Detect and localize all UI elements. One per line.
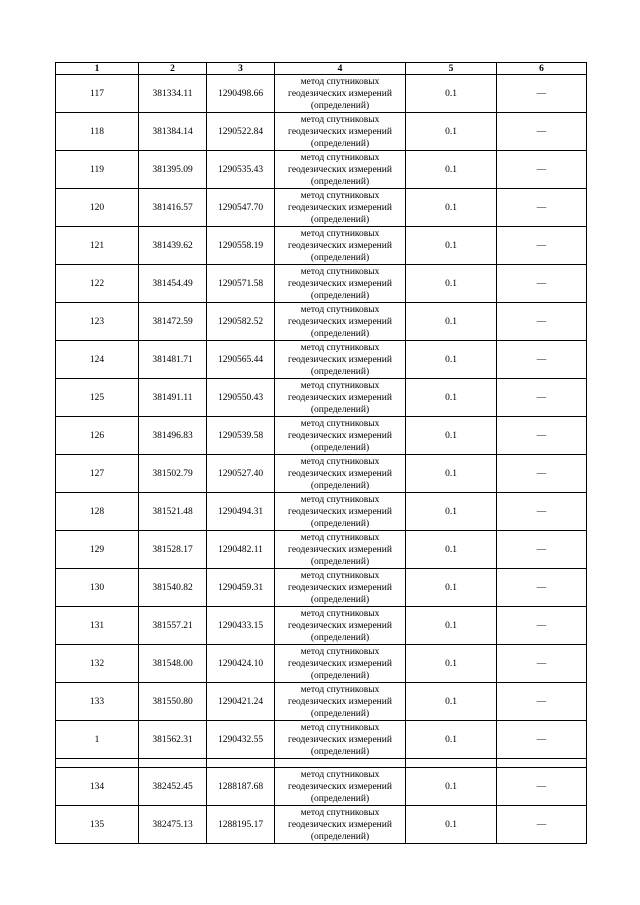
accuracy-cell: 0.1	[406, 531, 497, 569]
method-cell: метод спутниковых геодезических измерений (определений)	[275, 683, 406, 721]
point-number-cell: 119	[56, 151, 139, 189]
dash-cell: —	[497, 493, 587, 531]
table-row	[56, 417, 587, 455]
accuracy-cell: 0.1	[406, 303, 497, 341]
table-row	[56, 569, 587, 607]
x-coordinate-cell: 382452.45	[139, 768, 207, 806]
dash-cell: —	[497, 607, 587, 645]
accuracy-cell: 0.1	[406, 569, 497, 607]
accuracy-cell: 0.1	[406, 721, 497, 759]
table-row	[56, 768, 587, 806]
y-coordinate-cell: 1290482.11	[207, 531, 275, 569]
table-row	[56, 531, 587, 569]
header-row	[56, 63, 587, 75]
method-cell: метод спутниковых геодезических измерений (определений)	[275, 417, 406, 455]
y-coordinate-cell: 1290424.10	[207, 645, 275, 683]
x-coordinate-cell: 381528.17	[139, 531, 207, 569]
table-row	[56, 379, 587, 417]
y-coordinate-cell: 1290565.44	[207, 341, 275, 379]
dash-cell: —	[497, 683, 587, 721]
header-cell-5: 5	[406, 63, 497, 75]
point-number-cell: 121	[56, 227, 139, 265]
x-coordinate-cell: 381454.49	[139, 265, 207, 303]
point-number-cell: 120	[56, 189, 139, 227]
method-cell: метод спутниковых геодезических измерений (определений)	[275, 151, 406, 189]
point-number-cell: 127	[56, 455, 139, 493]
empty-cell	[406, 759, 497, 768]
x-coordinate-cell: 381472.59	[139, 303, 207, 341]
point-number-cell: 133	[56, 683, 139, 721]
x-coordinate-cell: 381550.80	[139, 683, 207, 721]
dash-cell: —	[497, 75, 587, 113]
x-coordinate-cell: 381502.79	[139, 455, 207, 493]
x-coordinate-cell: 381540.82	[139, 569, 207, 607]
dash-cell: —	[497, 768, 587, 806]
x-coordinate-cell: 381562.31	[139, 721, 207, 759]
point-number-cell: 135	[56, 806, 139, 844]
accuracy-cell: 0.1	[406, 493, 497, 531]
table-row	[56, 721, 587, 759]
x-coordinate-cell: 381557.21	[139, 607, 207, 645]
header-cell-4: 4	[275, 63, 406, 75]
table-row	[56, 75, 587, 113]
y-coordinate-cell: 1290522.84	[207, 113, 275, 151]
x-coordinate-cell: 381491.11	[139, 379, 207, 417]
table-row	[56, 645, 587, 683]
table-row	[56, 151, 587, 189]
y-coordinate-cell: 1290432.55	[207, 721, 275, 759]
accuracy-cell: 0.1	[406, 341, 497, 379]
accuracy-cell: 0.1	[406, 379, 497, 417]
method-cell: метод спутниковых геодезических измерений (определений)	[275, 341, 406, 379]
y-coordinate-cell: 1290539.58	[207, 417, 275, 455]
x-coordinate-cell: 381521.48	[139, 493, 207, 531]
y-coordinate-cell: 1290459.31	[207, 569, 275, 607]
accuracy-cell: 0.1	[406, 265, 497, 303]
point-number-cell: 131	[56, 607, 139, 645]
gap-row	[56, 759, 587, 768]
table-body	[56, 75, 587, 844]
dash-cell: —	[497, 189, 587, 227]
x-coordinate-cell: 381548.00	[139, 645, 207, 683]
x-coordinate-cell: 381395.09	[139, 151, 207, 189]
point-number-cell: 128	[56, 493, 139, 531]
y-coordinate-cell: 1290535.43	[207, 151, 275, 189]
y-coordinate-cell: 1288195.17	[207, 806, 275, 844]
dash-cell: —	[497, 113, 587, 151]
empty-cell	[275, 759, 406, 768]
dash-cell: —	[497, 531, 587, 569]
method-cell: метод спутниковых геодезических измерений (определений)	[275, 721, 406, 759]
empty-cell	[497, 759, 587, 768]
accuracy-cell: 0.1	[406, 227, 497, 265]
accuracy-cell: 0.1	[406, 151, 497, 189]
dash-cell: —	[497, 417, 587, 455]
accuracy-cell: 0.1	[406, 768, 497, 806]
dash-cell: —	[497, 645, 587, 683]
y-coordinate-cell: 1290550.43	[207, 379, 275, 417]
dash-cell: —	[497, 455, 587, 493]
table-row	[56, 189, 587, 227]
method-cell: метод спутниковых геодезических измерений (определений)	[275, 379, 406, 417]
method-cell: метод спутниковых геодезических измерений (определений)	[275, 227, 406, 265]
header-cell-3: 3	[207, 63, 275, 75]
point-number-cell: 134	[56, 768, 139, 806]
dash-cell: —	[497, 303, 587, 341]
header-cell-6: 6	[497, 63, 587, 75]
y-coordinate-cell: 1288187.68	[207, 768, 275, 806]
header-cell-2: 2	[139, 63, 207, 75]
empty-cell	[56, 759, 139, 768]
table-row	[56, 493, 587, 531]
y-coordinate-cell: 1290527.40	[207, 455, 275, 493]
y-coordinate-cell: 1290433.15	[207, 607, 275, 645]
x-coordinate-cell: 381416.57	[139, 189, 207, 227]
point-number-cell: 118	[56, 113, 139, 151]
y-coordinate-cell: 1290558.19	[207, 227, 275, 265]
method-cell: метод спутниковых геодезических измерений (определений)	[275, 75, 406, 113]
x-coordinate-cell: 381384.14	[139, 113, 207, 151]
coordinates-table	[55, 62, 587, 844]
y-coordinate-cell: 1290571.58	[207, 265, 275, 303]
method-cell: метод спутниковых геодезических измерений (определений)	[275, 265, 406, 303]
accuracy-cell: 0.1	[406, 189, 497, 227]
dash-cell: —	[497, 721, 587, 759]
dash-cell: —	[497, 265, 587, 303]
dash-cell: —	[497, 151, 587, 189]
accuracy-cell: 0.1	[406, 806, 497, 844]
y-coordinate-cell: 1290421.24	[207, 683, 275, 721]
dash-cell: —	[497, 227, 587, 265]
method-cell: метод спутниковых геодезических измерений (определений)	[275, 455, 406, 493]
table-row	[56, 806, 587, 844]
point-number-cell: 1	[56, 721, 139, 759]
method-cell: метод спутниковых геодезических измерений (определений)	[275, 607, 406, 645]
accuracy-cell: 0.1	[406, 683, 497, 721]
accuracy-cell: 0.1	[406, 417, 497, 455]
method-cell: метод спутниковых геодезических измерений (определений)	[275, 113, 406, 151]
point-number-cell: 126	[56, 417, 139, 455]
point-number-cell: 123	[56, 303, 139, 341]
table-row	[56, 455, 587, 493]
table-row	[56, 341, 587, 379]
y-coordinate-cell: 1290498.66	[207, 75, 275, 113]
y-coordinate-cell: 1290494.31	[207, 493, 275, 531]
empty-cell	[207, 759, 275, 768]
point-number-cell: 125	[56, 379, 139, 417]
table-row	[56, 607, 587, 645]
method-cell: метод спутниковых геодезических измерений (определений)	[275, 303, 406, 341]
empty-cell	[139, 759, 207, 768]
method-cell: метод спутниковых геодезических измерений (определений)	[275, 768, 406, 806]
x-coordinate-cell: 381496.83	[139, 417, 207, 455]
method-cell: метод спутниковых геодезических измерений (определений)	[275, 645, 406, 683]
method-cell: метод спутниковых геодезических измерений (определений)	[275, 531, 406, 569]
dash-cell: —	[497, 806, 587, 844]
point-number-cell: 122	[56, 265, 139, 303]
method-cell: метод спутниковых геодезических измерений (определений)	[275, 189, 406, 227]
table-row	[56, 683, 587, 721]
point-number-cell: 132	[56, 645, 139, 683]
point-number-cell: 130	[56, 569, 139, 607]
accuracy-cell: 0.1	[406, 607, 497, 645]
table-row	[56, 303, 587, 341]
x-coordinate-cell: 381334.11	[139, 75, 207, 113]
header-cell-1: 1	[56, 63, 139, 75]
x-coordinate-cell: 381439.62	[139, 227, 207, 265]
point-number-cell: 129	[56, 531, 139, 569]
method-cell: метод спутниковых геодезических измерений (определений)	[275, 493, 406, 531]
accuracy-cell: 0.1	[406, 455, 497, 493]
y-coordinate-cell: 1290582.52	[207, 303, 275, 341]
point-number-cell: 117	[56, 75, 139, 113]
dash-cell: —	[497, 341, 587, 379]
x-coordinate-cell: 382475.13	[139, 806, 207, 844]
table-row	[56, 265, 587, 303]
table-row	[56, 227, 587, 265]
accuracy-cell: 0.1	[406, 113, 497, 151]
accuracy-cell: 0.1	[406, 645, 497, 683]
accuracy-cell: 0.1	[406, 75, 497, 113]
x-coordinate-cell: 381481.71	[139, 341, 207, 379]
method-cell: метод спутниковых геодезических измерений (определений)	[275, 569, 406, 607]
y-coordinate-cell: 1290547.70	[207, 189, 275, 227]
dash-cell: —	[497, 379, 587, 417]
method-cell: метод спутниковых геодезических измерений (определений)	[275, 806, 406, 844]
point-number-cell: 124	[56, 341, 139, 379]
dash-cell: —	[497, 569, 587, 607]
table-row	[56, 113, 587, 151]
